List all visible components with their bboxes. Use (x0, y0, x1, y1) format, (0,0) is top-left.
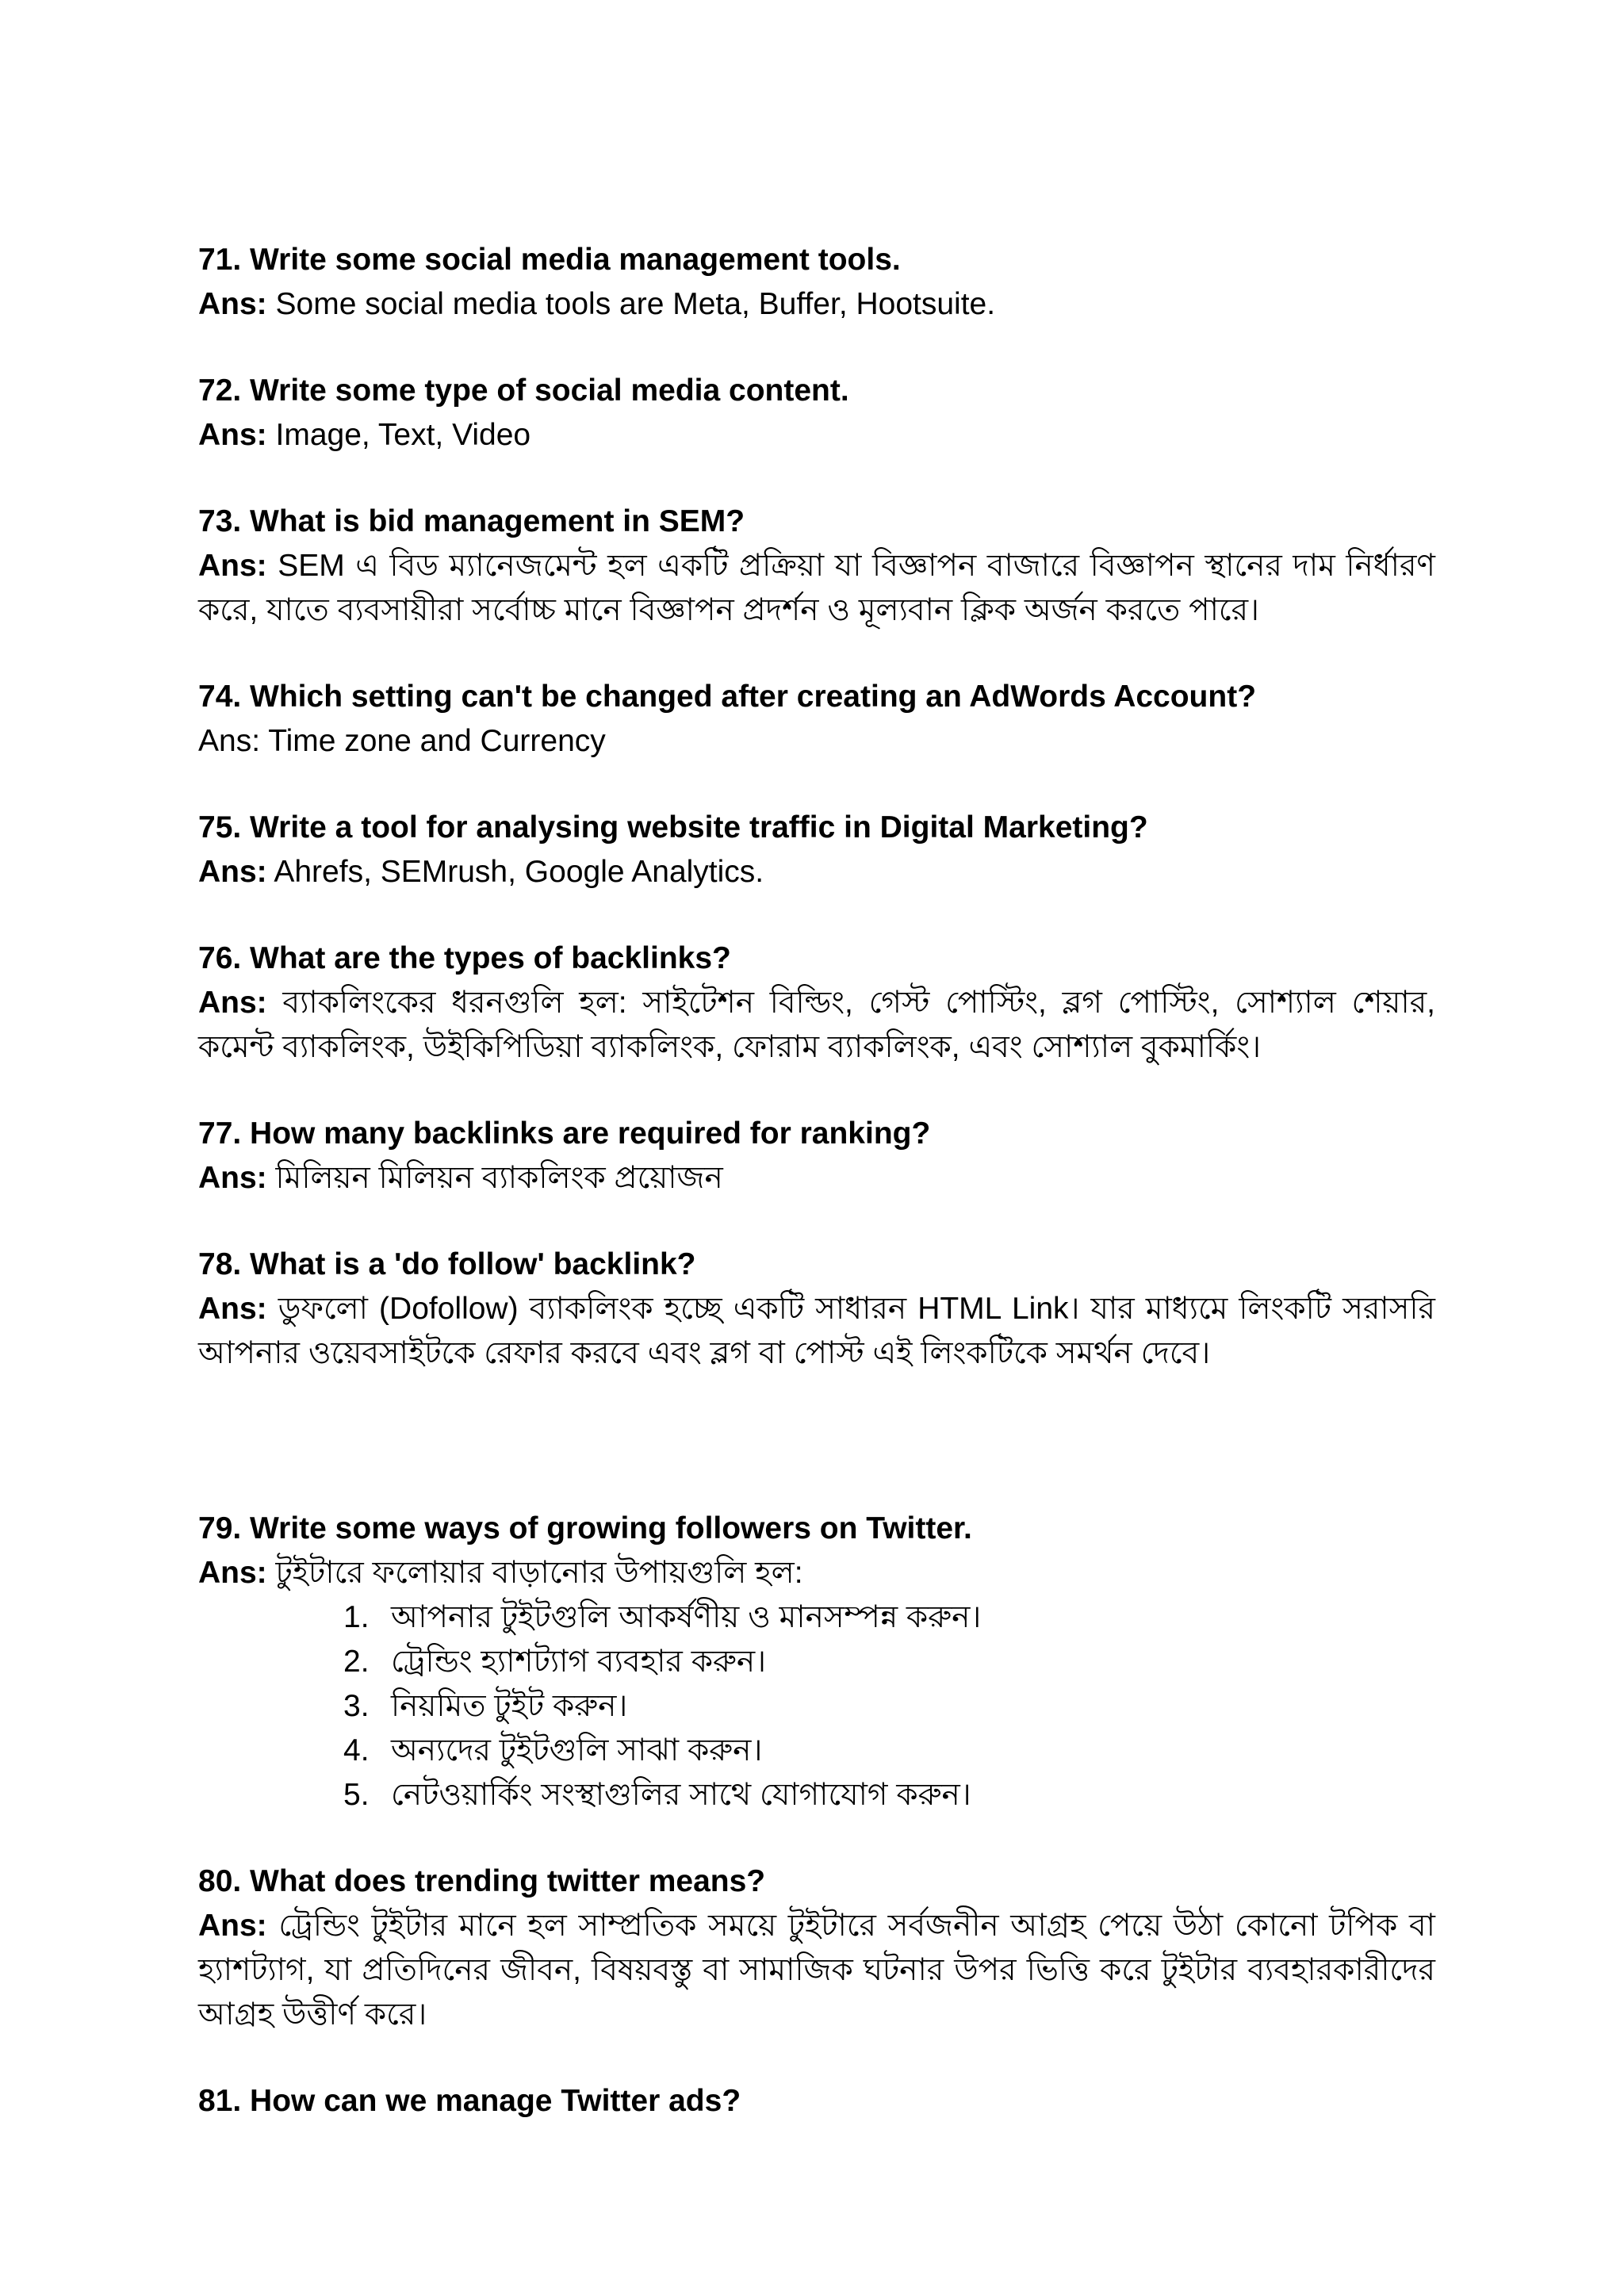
answer-text (198, 719, 1435, 764)
answer-label: Ans: (198, 724, 261, 758)
numbered-list (198, 1595, 1435, 1817)
question-heading: 77. How many backlinks are required for ranking? (198, 1116, 931, 1151)
list-item (198, 1640, 1435, 1684)
answer-body: মিলিয়ন মিলিয়ন ব্যাকলিংক প্রয়োজন (275, 1161, 723, 1195)
answer-text (198, 1287, 1435, 1376)
question-heading: 78. What is a 'do follow' backlink? (198, 1247, 696, 1281)
answer-body: ট্রেন্ডিং টুইটার মানে হল সাম্প্রতিক সময়ে টুইটারে সর্বজনীন আগ্রহ পেয়ে উঠা কোনো টপিক বা হ্যাশট্যাগ, যা প্রতিদিনের জীবন, বিষয়বস্তু বা সামাজিক ঘটনার উপর ভিত্তি করে টুইটার ব্যবহারকারীদের আগ্রহ উত্তীর্ণ করে। (198, 1909, 1435, 2032)
list-item-number: 4. (343, 1733, 370, 1767)
question-heading: 72. Write some type of social media content. (198, 373, 849, 408)
answer-text (198, 981, 1435, 1070)
answer-label: Ans: (198, 1909, 267, 1943)
qa-item-79 (198, 1507, 1435, 1817)
list-item-number: 1. (343, 1600, 370, 1634)
answer-label: Ans: (198, 855, 267, 889)
answer-label: Ans: (198, 1161, 267, 1195)
answer-text (198, 282, 1435, 327)
answer-body: ডুফলো (Dofollow) ব্যাকলিংক হচ্ছে একটি সাধারন HTML Link। যার মাধ্যমে লিংকটি সরাসরি আপনার ওয়েবসাইটকে রেফার করবে এবং ব্লগ বা পোস্ট এই লিংকটিকে সমর্থন দেবে। (198, 1292, 1435, 1370)
list-item (198, 1684, 1435, 1729)
qa-item-81 (198, 2079, 1435, 2124)
answer-text (198, 1551, 1435, 1595)
list-item-text: ট্রেন্ডিং হ্যাশট্যাগ ব্যবহার করুন। (391, 1645, 767, 1679)
answer-label: Ans: (198, 418, 267, 452)
question-heading: 75. Write a tool for analysing website traffic in Digital Marketing? (198, 810, 1148, 844)
question-heading: 81. How can we manage Twitter ads? (198, 2084, 741, 2118)
answer-label: Ans: (198, 1556, 267, 1590)
answer-text (198, 1904, 1435, 2037)
list-item-number: 5. (343, 1778, 370, 1812)
list-item-text: আপনার টুইটগুলি আকর্ষণীয় ও মানসম্পন্ন করুন। (391, 1600, 982, 1634)
answer-body: টুইটারে ফলোয়ার বাড়ানোর উপায়গুলি হল: (275, 1556, 803, 1590)
question-heading: 71. Write some social media management tools. (198, 243, 901, 277)
answer-label: Ans: (198, 1292, 267, 1326)
answer-body: Ahrefs, SEMrush, Google Analytics. (274, 855, 764, 889)
question-heading: 73. What is bid management in SEM? (198, 504, 745, 538)
list-item (198, 1729, 1435, 1773)
qa-item-77 (198, 1112, 1435, 1201)
qa-item-72 (198, 369, 1435, 458)
answer-text (198, 544, 1435, 633)
question-heading: 74. Which setting can't be changed after creating an AdWords Account? (198, 680, 1257, 714)
answer-label: Ans: (198, 287, 267, 321)
qa-item-80 (198, 1859, 1435, 2037)
answer-label: Ans: (198, 986, 267, 1020)
qa-item-76 (198, 936, 1435, 1070)
qa-item-75 (198, 806, 1435, 894)
document-page (198, 238, 1435, 2124)
qa-item-74 (198, 675, 1435, 764)
list-item-number: 2. (343, 1645, 370, 1679)
list-item-text: অন্যদের টুইটগুলি সাঝা করুন। (391, 1733, 763, 1767)
answer-body: SEM এ বিড ম্যানেজমেন্ট হল একটি প্রক্রিয়া যা বিজ্ঞাপন বাজারে বিজ্ঞাপন স্থানের দাম নির্ধারণ করে, যাতে ব্যবসায়ীরা সর্বোচ্চ মানে বিজ্ঞাপন প্রদর্শন ও মূল্যবান ক্লিক অর্জন করতে পারে। (198, 549, 1435, 627)
answer-text (198, 1156, 1435, 1201)
question-heading: 79. Write some ways of growing followers on Twitter. (198, 1511, 972, 1545)
answer-body: Image, Text, Video (275, 418, 531, 452)
list-item-text: নিয়মিত টুইট করুন। (391, 1689, 628, 1723)
list-item-number: 3. (343, 1689, 370, 1723)
list-item (198, 1595, 1435, 1640)
answer-text (198, 413, 1435, 458)
answer-body: Time zone and Currency (268, 724, 606, 758)
answer-body: ব্যাকলিংকের ধরনগুলি হল: সাইটেশন বিল্ডিং, গেস্ট পোস্টিং, ব্লগ পোস্টিং, সোশ্যাল শেয়ার, কমেন্ট ব্যাকলিংক, উইকিপিডিয়া ব্যাকলিংক, ফোরাম ব্যাকলিংক, এবং সোশ্যাল বুকমার্কিং। (198, 986, 1435, 1064)
list-item-text: নেটওয়ার্কিং সংস্থাগুলির সাথে যোগাযোগ করুন। (391, 1778, 971, 1812)
question-heading: 80. What does trending twitter means? (198, 1864, 766, 1898)
list-item (198, 1773, 1435, 1817)
qa-item-71 (198, 238, 1435, 327)
qa-item-73 (198, 500, 1435, 633)
answer-text (198, 850, 1435, 894)
qa-item-78 (198, 1243, 1435, 1376)
answer-label: Ans: (198, 549, 267, 583)
question-heading: 76. What are the types of backlinks? (198, 941, 731, 975)
answer-body: Some social media tools are Meta, Buffer, Hootsuite. (275, 287, 996, 321)
